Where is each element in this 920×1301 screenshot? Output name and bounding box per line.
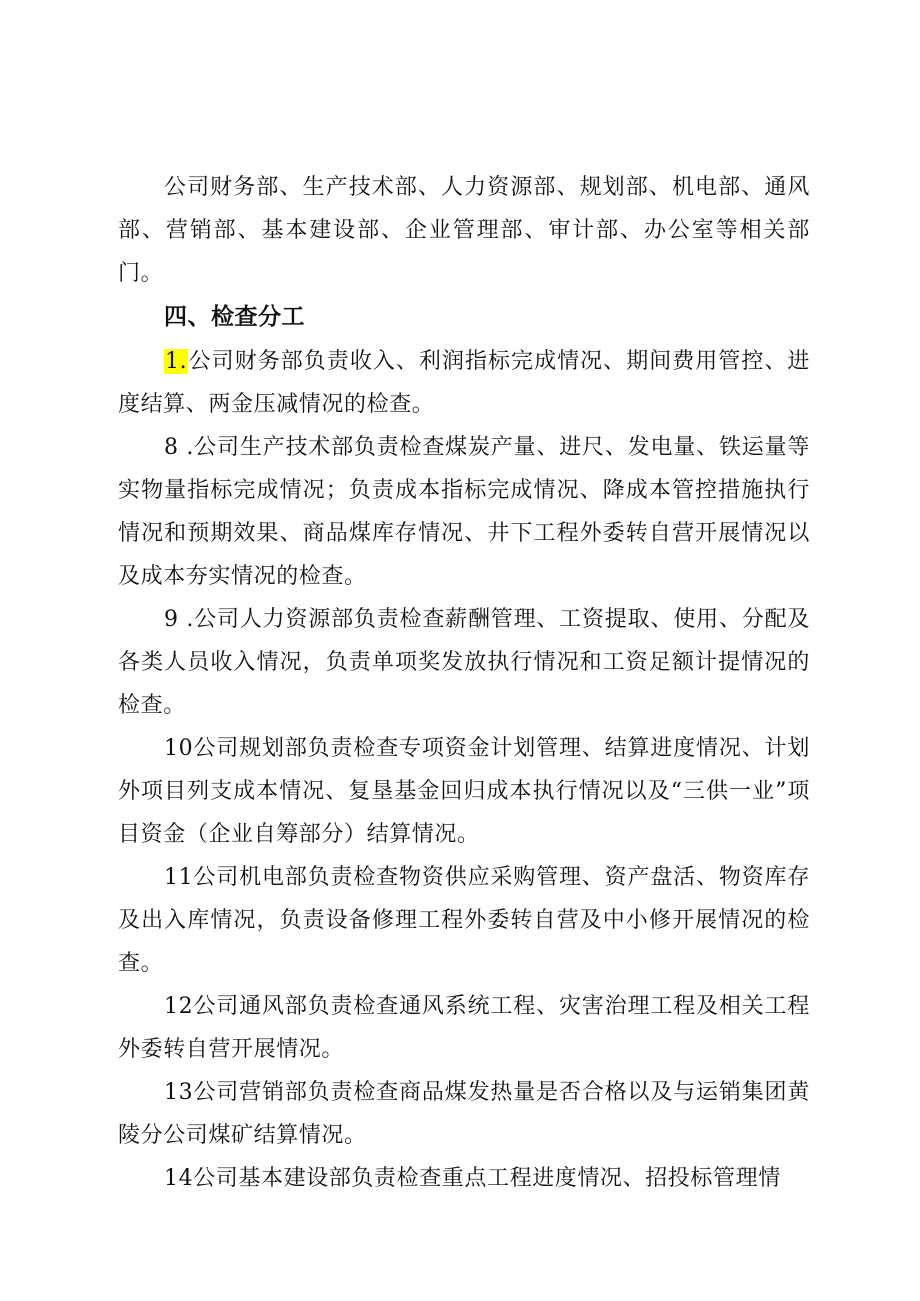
paragraph-item-11: 11公司机电部负责检查物资供应采购管理、资产盘活、物资库存及出入库情况，负责设备修理工程外委转自营及中小修开展情况的检查。: [118, 865, 810, 976]
highlighted-marker: 1.: [165, 349, 188, 374]
document-body: [118, 166, 810, 1200]
paragraph-item-8: 8 .公司生产技术部负责检查煤炭产量、进尺、发电量、铁运量等实物量指标完成情况；负责成本指标完成情况、降成本管控措施执行情况和预期效果、商品煤库存情况、井下工程外委转自营开展情况以及成本夯实情况的检查。: [118, 435, 810, 589]
paragraph-item-14: 14公司基本建设部负责检查重点工程进度情况、招投标管理情: [164, 1166, 781, 1191]
section-heading: 四、检查分工: [164, 304, 305, 330]
paragraph-item-12: 12公司通风部负责检查通风系统工程、灾害治理工程及相关工程外委转自营开展情况。: [118, 994, 810, 1062]
paragraph-item-1-text: 公司财务部负责收入、利润指标完成情况、期间费用管控、进度结算、两金压减情况的检查。: [118, 349, 810, 417]
paragraph-item-9: 9 .公司人力资源部负责检查薪酬管理、工资提取、使用、分配及各类人员收入情况，负责单项奖发放执行情况和工资足额计提情况的检查。: [118, 607, 810, 718]
paragraph-departments: 公司财务部、生产技术部、人力资源部、规划部、机电部、通风部、营销部、基本建设部、企业管理部、审计部、办公室等相关部门。: [118, 175, 810, 286]
paragraph-item-13: 13公司营销部负责检查商品煤发热量是否合格以及与运销集团黄陵分公司煤矿结算情况。: [118, 1080, 810, 1148]
paragraph-item-1: [118, 340, 810, 426]
paragraph-item-10: 10公司规划部负责检查专项资金计划管理、结算进度情况、计划外项目列支成本情况、复垦基金回归成本执行情况以及“三供一业”项目资金（企业自筹部分）结算情况。: [118, 736, 810, 847]
